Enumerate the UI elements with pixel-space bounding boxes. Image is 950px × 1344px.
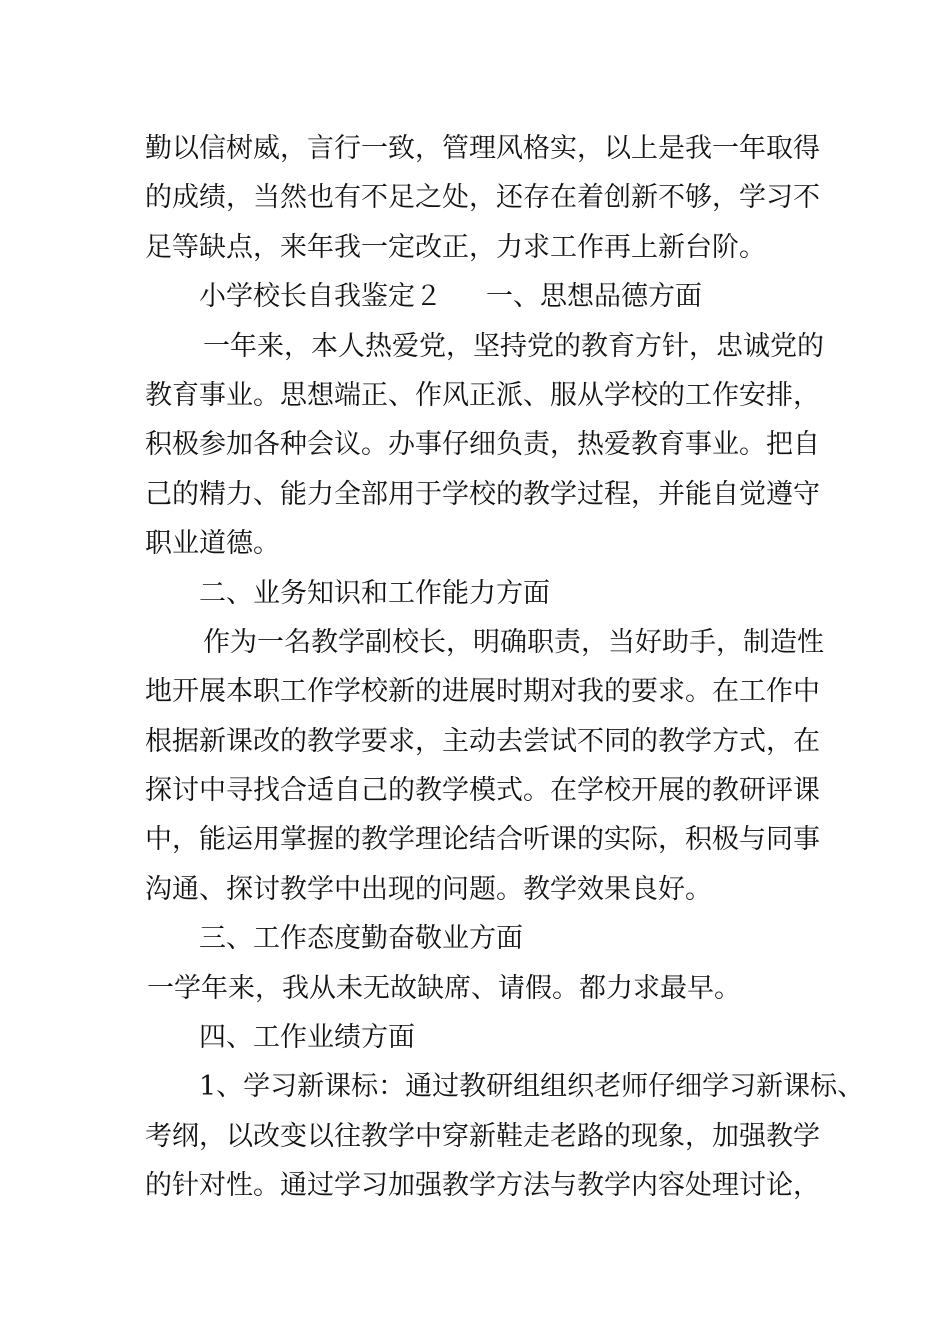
section-heading: 一、思想品德方面 — [486, 281, 702, 313]
text-line: 探讨中寻找合适自己的教学模式。在学校开展的教研评课 — [145, 775, 820, 807]
section-heading: 三、工作态度勤奋敬业方面 — [199, 923, 523, 955]
document-title: 小学校长自我鉴定２ — [199, 281, 442, 313]
text-line: 作为一名教学副校长，明确职责，当好助手，制造性 — [203, 626, 824, 658]
text-line: 勤以信树威，言行一致，管理风格实，以上是我一年取得 — [145, 133, 820, 164]
text-line: 积极参加各种会议。办事仔细负责，热爱教育事业。把自 — [145, 429, 820, 461]
document-body — [145, 124, 865, 1211]
text-line: 一年来，本人热爱党，坚持党的教育方针，忠诚党的 — [203, 330, 824, 362]
text-line: 1、学习新课标：通过教研组组织老师仔细学习新课标、 — [199, 1071, 865, 1103]
text-line: 考纲，以改变以往教学中穿新鞋走老路的现象，加强教学 — [145, 1120, 820, 1152]
text-line: 的成绩，当然也有不足之处，还存在着创新不够，学习不 — [145, 182, 820, 214]
text-line: 一学年来，我从未无故缺席、请假。都力求最早。 — [147, 972, 741, 1004]
text-line: 的针对性。通过学习加强教学方法与教学内容处理讨论， — [145, 1170, 820, 1202]
text-line: 教育事业。思想端正、作风正派、服从学校的工作安排， — [145, 379, 820, 411]
text-line: 根据新课改的教学要求，主动去尝试不同的教学方式，在 — [145, 725, 820, 757]
text-line: 地开展本职工作学校新的进展时期对我的要求。在工作中 — [145, 676, 820, 708]
text-line: 己的精力、能力全部用于学校的教学过程，并能自觉遵守 — [145, 478, 820, 510]
section-heading: 四、工作业绩方面 — [199, 1022, 415, 1054]
text-line: 足等缺点，来年我一定改正，力求工作再上新台阶。 — [145, 231, 766, 263]
text-line: 沟通、探讨教学中出现的问题。教学效果良好。 — [145, 873, 712, 905]
section-heading: 二、业务知识和工作能力方面 — [199, 577, 550, 609]
section-heading-line — [145, 272, 825, 321]
text-line: 中，能运用掌握的教学理论结合听课的实际，积极与同事 — [145, 824, 820, 856]
text-line: 职业道德。 — [145, 528, 280, 560]
